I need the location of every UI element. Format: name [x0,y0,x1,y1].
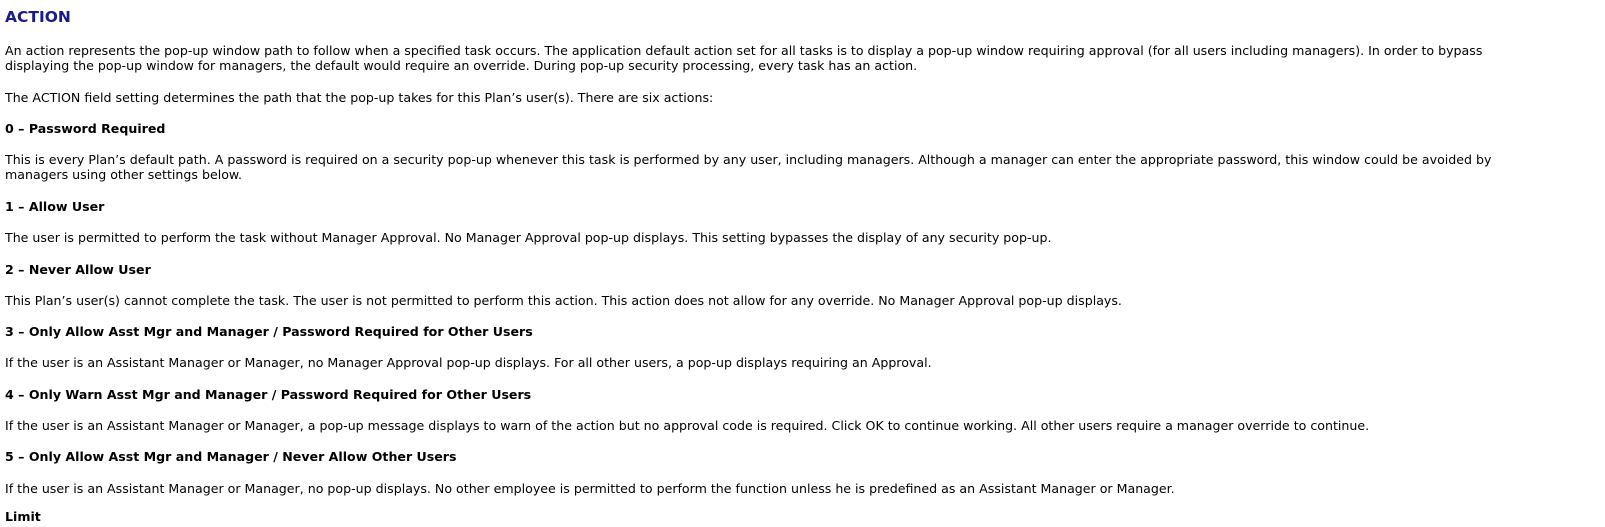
action-3-title: 3 – Only Allow Asst Mgr and Manager / Password Required for Other Users [5,324,533,339]
action-4-description: If the user is an Assistant Manager or Manager, a pop-up message displays to warn of the action but no approval code is required. Click OK to continue working. All other users require a manager override to continue. [5,418,1370,433]
action-1-description: The user is permitted to perform the task without Manager Approval. No Manager Approval pop-up displays. This setting bypasses the display of any security pop-up. [5,230,1052,245]
action-4-title: 4 – Only Warn Asst Mgr and Manager / Password Required for Other Users [5,387,532,402]
action-2-description: This Plan’s user(s) cannot complete the task. The user is not permitted to perform this action. This action does not allow for any override. No Manager Approval pop-up displays. [5,293,1122,308]
action-5-title: 5 – Only Allow Asst Mgr and Manager / Never Allow Other Users [5,449,457,464]
action-1-title: 1 – Allow User [5,199,105,214]
action-0-description: This is every Plan’s default path. A password is required on a security pop-up whenever this task is performed by any user, including managers. Although a manager can enter the appropriate password, this window could be avoided by managers using other settings below. [5,152,1492,182]
action-3-description: If the user is an Assistant Manager or Manager, no Manager Approval pop-up displays. For all other users, a pop-up displays requiring an Approval. [5,355,932,370]
section-heading: ACTION [5,8,71,26]
action-0-title: 0 – Password Required [5,121,166,136]
action-5-description: If the user is an Assistant Manager or Manager, no pop-up displays. No other employee is permitted to perform the function unless he is predefined as an Assistant Manager or Manager. [5,481,1175,496]
intro-paragraph: An action represents the pop-up window path to follow when a specified task occurs. The application default action set for all tasks is to display a pop-up window requiring approval (for all users including managers). In order to bypass displaying the pop-up window for managers, the default would require an override. During pop-up security processing, every task has an action. [5,43,1483,73]
action-2-title: 2 – Never Allow User [5,262,151,277]
next-section-title-cutoff: Limit [5,509,41,524]
field-setting-paragraph: The ACTION field setting determines the path that the pop-up takes for this Plan’s user(s). There are six actions: [5,90,714,105]
